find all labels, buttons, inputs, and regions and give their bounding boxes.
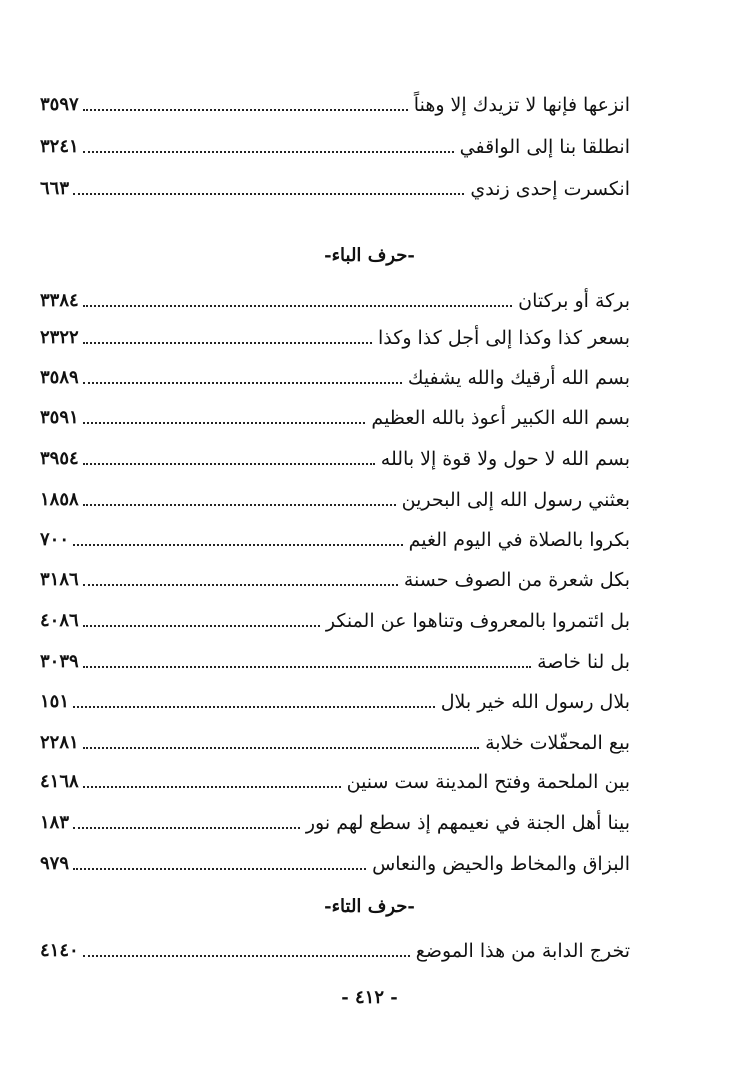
entry-number: ١٨٥٨	[40, 489, 79, 510]
entry-number: ٣٣٨٤	[40, 290, 79, 311]
entry-title: بكل شعرة من الصوف حسنة	[403, 569, 630, 591]
leader-dots	[83, 666, 531, 668]
entry-title: بسم الله الكبير أعوذ بالله العظيم	[371, 407, 630, 429]
index-entry	[40, 483, 630, 513]
index-entry	[40, 726, 630, 756]
entry-number: ٣٥٨٩	[40, 367, 79, 388]
leader-dots	[83, 382, 402, 384]
entry-number: ٧٠٠	[40, 529, 70, 550]
entry-title: انزعها فإنها لا تزيدك إلا وهناً	[413, 94, 630, 116]
index-entry	[40, 361, 630, 391]
entry-title: بعثني رسول الله إلى البحرين	[401, 489, 630, 511]
leader-dots	[83, 422, 366, 424]
entry-title: البزاق والمخاط والحيض والنعاس	[372, 853, 630, 875]
page-number: - ٤١٢ -	[341, 987, 398, 1008]
index-entry	[40, 765, 630, 795]
entry-title: بلال رسول الله خير بلال	[440, 691, 630, 713]
entry-number: ٤١٦٨	[40, 771, 79, 792]
leader-dots	[73, 544, 403, 546]
entry-title: تخرج الدابة من هذا الموضع	[415, 940, 630, 962]
entry-title: بسم الله أرقيك والله يشفيك	[407, 367, 630, 389]
leader-dots	[83, 463, 375, 465]
leader-dots	[83, 955, 410, 957]
index-entry	[40, 806, 630, 836]
index-entry	[40, 685, 630, 715]
entry-number: ٤١٤٠	[40, 940, 79, 961]
leader-dots	[73, 706, 435, 708]
index-entry	[40, 284, 630, 314]
leader-dots	[83, 342, 372, 344]
index-entry	[40, 130, 630, 160]
entry-number: ١٨٣	[40, 812, 70, 833]
entry-number: ٣١٨٦	[40, 569, 79, 590]
entry-number: ٣٢٤١	[40, 136, 79, 157]
entry-number: ٣٩٥٤	[40, 448, 79, 469]
index-entry	[40, 321, 630, 351]
entry-title: انطلقا بنا إلى الواقفي	[459, 136, 630, 158]
section-heading: -حرف الباء-	[324, 245, 415, 266]
index-entry	[40, 401, 630, 431]
entry-number: ٦٦٣	[40, 178, 70, 199]
entry-number: ٣٠٣٩	[40, 651, 79, 672]
entry-number: ١٥١	[40, 691, 70, 712]
entry-title: بل ائتمروا بالمعروف وتناهوا عن المنكر	[325, 610, 630, 632]
leader-dots	[83, 109, 408, 111]
entry-title: بكروا بالصلاة في اليوم الغيم	[408, 529, 630, 551]
leader-dots	[83, 747, 479, 749]
entry-title: بسم الله لا حول ولا قوة إلا بالله	[380, 448, 630, 470]
entry-number: ٢٣٢٢	[40, 327, 79, 348]
entry-title: انكسرت إحدى زندي	[470, 178, 630, 200]
leader-dots	[83, 584, 398, 586]
entry-number: ٩٧٩	[40, 853, 70, 874]
leader-dots	[83, 305, 512, 307]
entry-title: بسعر كذا وكذا إلى أجل كذا وكذا	[378, 327, 630, 349]
leader-dots	[73, 827, 300, 829]
entry-number: ٣٥٩١	[40, 407, 79, 428]
index-entry	[40, 563, 630, 593]
leader-dots	[73, 868, 366, 870]
entry-number: ٢٢٨١	[40, 732, 79, 753]
leader-dots	[83, 151, 454, 153]
entry-title: بينا أهل الجنة في نعيمهم إذ سطع لهم نور	[305, 812, 630, 834]
leader-dots	[83, 504, 396, 506]
leader-dots	[73, 193, 464, 195]
entry-title: بركة أو بركتان	[518, 290, 630, 312]
index-entry	[40, 604, 630, 634]
entry-number: ٣٥٩٧	[40, 94, 79, 115]
index-entry	[40, 88, 630, 118]
entry-title: بل لنا خاصة	[537, 651, 630, 673]
entry-title: بين الملحمة وفتح المدينة ست سنين	[346, 771, 630, 793]
index-entry	[40, 847, 630, 877]
entry-number: ٤٠٨٦	[40, 610, 79, 631]
index-entry	[40, 523, 630, 553]
index-entry	[40, 442, 630, 472]
index-entry	[40, 934, 630, 964]
leader-dots	[83, 786, 341, 788]
section-heading: -حرف التاء-	[324, 896, 415, 917]
index-entry	[40, 645, 630, 675]
entry-title: بيع المحفّلات خلابة	[485, 732, 630, 754]
index-entry	[40, 172, 630, 202]
leader-dots	[83, 625, 320, 627]
